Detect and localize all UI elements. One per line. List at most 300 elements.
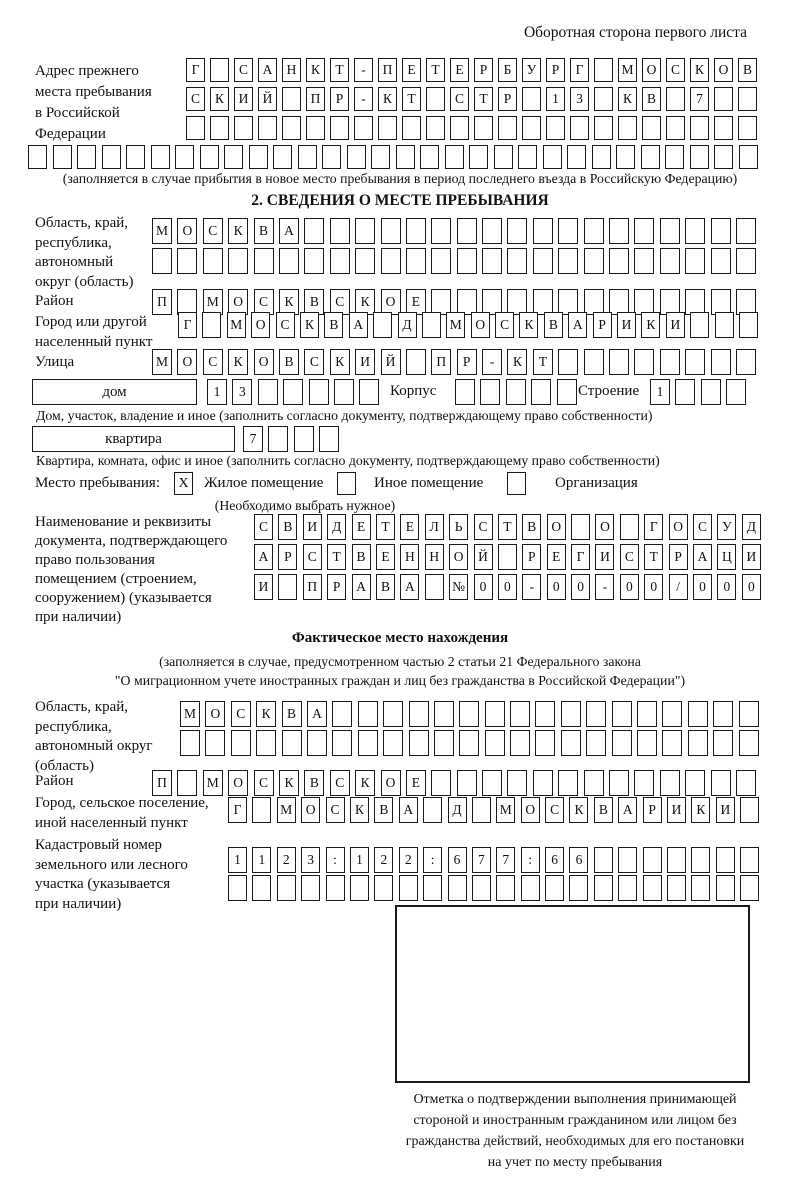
- char-box[interactable]: [202, 312, 221, 338]
- char-box[interactable]: [569, 875, 588, 901]
- char-box[interactable]: [688, 701, 708, 727]
- char-box[interactable]: 7: [243, 426, 263, 452]
- char-box[interactable]: [660, 218, 680, 244]
- char-box[interactable]: [561, 730, 581, 756]
- char-box[interactable]: [714, 145, 733, 169]
- char-box[interactable]: Е: [450, 58, 469, 82]
- char-box[interactable]: С: [545, 797, 564, 823]
- char-box[interactable]: [662, 701, 682, 727]
- char-box[interactable]: [736, 218, 756, 244]
- char-box[interactable]: [420, 145, 439, 169]
- fact-raion-row[interactable]: [152, 770, 756, 796]
- char-box[interactable]: [701, 379, 721, 405]
- char-box[interactable]: К: [355, 289, 375, 315]
- char-box[interactable]: [200, 145, 219, 169]
- char-box[interactable]: [711, 218, 731, 244]
- char-box[interactable]: П: [152, 289, 172, 315]
- char-box[interactable]: Е: [406, 770, 426, 796]
- gorod-row[interactable]: [178, 312, 758, 338]
- char-box[interactable]: А: [568, 312, 587, 338]
- char-box[interactable]: 1: [252, 847, 271, 873]
- char-box[interactable]: [203, 248, 223, 274]
- char-box[interactable]: Г: [186, 58, 205, 82]
- char-box[interactable]: [637, 701, 657, 727]
- char-box[interactable]: [521, 875, 540, 901]
- char-box[interactable]: [620, 514, 639, 540]
- char-box[interactable]: О: [177, 218, 197, 244]
- char-box[interactable]: М: [152, 218, 172, 244]
- char-box[interactable]: [510, 701, 530, 727]
- char-box[interactable]: 6: [545, 847, 564, 873]
- char-box[interactable]: [570, 116, 589, 140]
- char-box[interactable]: 1: [207, 379, 227, 405]
- char-box[interactable]: А: [618, 797, 637, 823]
- char-box[interactable]: 0: [571, 574, 590, 600]
- char-box[interactable]: [406, 349, 426, 375]
- char-box[interactable]: [53, 145, 72, 169]
- char-box[interactable]: [586, 701, 606, 727]
- char-box[interactable]: [716, 847, 735, 873]
- char-box[interactable]: -: [522, 574, 541, 600]
- char-box[interactable]: [423, 875, 442, 901]
- char-box[interactable]: [381, 248, 401, 274]
- char-box[interactable]: [273, 145, 292, 169]
- prev-address-row-2[interactable]: [186, 87, 757, 111]
- char-box[interactable]: [740, 875, 759, 901]
- char-box[interactable]: [618, 116, 637, 140]
- char-box[interactable]: [498, 544, 517, 570]
- char-box[interactable]: [643, 875, 662, 901]
- char-box[interactable]: [406, 248, 426, 274]
- char-box[interactable]: [350, 875, 369, 901]
- char-box[interactable]: [494, 145, 513, 169]
- char-box[interactable]: [482, 248, 502, 274]
- char-box[interactable]: [634, 770, 654, 796]
- char-box[interactable]: Т: [498, 514, 517, 540]
- char-box[interactable]: [546, 116, 565, 140]
- char-box[interactable]: К: [641, 312, 660, 338]
- char-box[interactable]: [618, 875, 637, 901]
- char-box[interactable]: Е: [400, 514, 419, 540]
- char-box[interactable]: [334, 379, 354, 405]
- char-box[interactable]: В: [738, 58, 757, 82]
- char-box[interactable]: [685, 770, 705, 796]
- char-box[interactable]: [450, 116, 469, 140]
- char-box[interactable]: А: [279, 218, 299, 244]
- char-box[interactable]: [210, 116, 229, 140]
- checkbox-zhiloe[interactable]: X: [174, 472, 193, 495]
- char-box[interactable]: [326, 875, 345, 901]
- char-box[interactable]: [431, 218, 451, 244]
- char-box[interactable]: [402, 116, 421, 140]
- char-box[interactable]: Т: [426, 58, 445, 82]
- char-box[interactable]: Д: [742, 514, 761, 540]
- char-box[interactable]: П: [152, 770, 172, 796]
- char-box[interactable]: [690, 312, 709, 338]
- char-box[interactable]: 1: [228, 847, 247, 873]
- char-box[interactable]: О: [228, 770, 248, 796]
- char-box[interactable]: [234, 116, 253, 140]
- char-box[interactable]: [28, 145, 47, 169]
- char-box[interactable]: О: [471, 312, 490, 338]
- char-box[interactable]: Р: [474, 58, 493, 82]
- char-box[interactable]: [177, 248, 197, 274]
- char-box[interactable]: [531, 379, 551, 405]
- char-box[interactable]: [423, 797, 442, 823]
- char-box[interactable]: [690, 116, 709, 140]
- char-box[interactable]: [355, 248, 375, 274]
- char-box[interactable]: О: [228, 289, 248, 315]
- char-box[interactable]: 7: [690, 87, 709, 111]
- char-box[interactable]: [457, 218, 477, 244]
- dom-cells[interactable]: [207, 379, 379, 405]
- char-box[interactable]: Р: [498, 87, 517, 111]
- char-box[interactable]: [642, 116, 661, 140]
- char-box[interactable]: Р: [330, 87, 349, 111]
- prev-address-row-1[interactable]: [186, 58, 757, 82]
- char-box[interactable]: К: [690, 58, 709, 82]
- char-box[interactable]: К: [569, 797, 588, 823]
- char-box[interactable]: Е: [376, 544, 395, 570]
- char-box[interactable]: [282, 730, 302, 756]
- char-box[interactable]: М: [277, 797, 296, 823]
- char-box[interactable]: [571, 514, 590, 540]
- char-box[interactable]: С: [693, 514, 712, 540]
- char-box[interactable]: М: [203, 289, 223, 315]
- char-box[interactable]: Й: [474, 544, 493, 570]
- char-box[interactable]: [422, 312, 441, 338]
- char-box[interactable]: [691, 875, 710, 901]
- char-box[interactable]: 1: [350, 847, 369, 873]
- char-box[interactable]: [665, 145, 684, 169]
- char-box[interactable]: А: [349, 312, 368, 338]
- char-box[interactable]: 0: [620, 574, 639, 600]
- char-box[interactable]: [381, 218, 401, 244]
- char-box[interactable]: [715, 312, 734, 338]
- char-box[interactable]: [714, 87, 733, 111]
- char-box[interactable]: [459, 701, 479, 727]
- char-box[interactable]: Н: [282, 58, 301, 82]
- char-box[interactable]: О: [714, 58, 733, 82]
- char-box[interactable]: [228, 248, 248, 274]
- char-box[interactable]: Т: [533, 349, 553, 375]
- char-box[interactable]: [522, 87, 541, 111]
- char-box[interactable]: [612, 730, 632, 756]
- char-box[interactable]: [469, 145, 488, 169]
- char-box[interactable]: [594, 875, 613, 901]
- char-box[interactable]: [309, 379, 329, 405]
- char-box[interactable]: К: [355, 770, 375, 796]
- char-box[interactable]: С: [254, 770, 274, 796]
- ulitsa-row[interactable]: [152, 349, 756, 375]
- char-box[interactable]: [558, 770, 578, 796]
- char-box[interactable]: [739, 145, 758, 169]
- char-box[interactable]: С: [276, 312, 295, 338]
- char-box[interactable]: [543, 145, 562, 169]
- char-box[interactable]: [279, 248, 299, 274]
- char-box[interactable]: [252, 797, 271, 823]
- char-box[interactable]: [594, 847, 613, 873]
- char-box[interactable]: [641, 145, 660, 169]
- char-box[interactable]: Н: [425, 544, 444, 570]
- char-box[interactable]: [660, 770, 680, 796]
- char-box[interactable]: Т: [402, 87, 421, 111]
- char-box[interactable]: [634, 248, 654, 274]
- char-box[interactable]: [102, 145, 121, 169]
- char-box[interactable]: [180, 730, 200, 756]
- char-box[interactable]: [535, 730, 555, 756]
- char-box[interactable]: [254, 248, 274, 274]
- char-box[interactable]: [347, 145, 366, 169]
- fact-oblast-row-1[interactable]: [180, 701, 759, 727]
- char-box[interactable]: [662, 730, 682, 756]
- char-box[interactable]: [739, 701, 759, 727]
- char-box[interactable]: Р: [278, 544, 297, 570]
- char-box[interactable]: Ь: [449, 514, 468, 540]
- char-box[interactable]: Р: [522, 544, 541, 570]
- char-box[interactable]: А: [399, 797, 418, 823]
- char-box[interactable]: К: [350, 797, 369, 823]
- char-box[interactable]: Ц: [717, 544, 736, 570]
- char-box[interactable]: [616, 145, 635, 169]
- char-box[interactable]: [561, 701, 581, 727]
- char-box[interactable]: [371, 145, 390, 169]
- char-box[interactable]: [277, 875, 296, 901]
- char-box[interactable]: [690, 145, 709, 169]
- char-box[interactable]: [406, 218, 426, 244]
- char-box[interactable]: [584, 349, 604, 375]
- char-box[interactable]: [557, 379, 577, 405]
- char-box[interactable]: [522, 116, 541, 140]
- char-box[interactable]: -: [482, 349, 502, 375]
- char-box[interactable]: К: [519, 312, 538, 338]
- char-box[interactable]: И: [303, 514, 322, 540]
- char-box[interactable]: [330, 218, 350, 244]
- char-box[interactable]: М: [152, 349, 172, 375]
- char-box[interactable]: [485, 730, 505, 756]
- char-box[interactable]: Е: [352, 514, 371, 540]
- char-box[interactable]: [736, 248, 756, 274]
- char-box[interactable]: [332, 701, 352, 727]
- char-box[interactable]: О: [521, 797, 540, 823]
- char-box[interactable]: [637, 730, 657, 756]
- char-box[interactable]: [383, 730, 403, 756]
- char-box[interactable]: [151, 145, 170, 169]
- char-box[interactable]: А: [258, 58, 277, 82]
- char-box[interactable]: [426, 87, 445, 111]
- char-box[interactable]: [498, 116, 517, 140]
- char-box[interactable]: 3: [232, 379, 252, 405]
- char-box[interactable]: [660, 248, 680, 274]
- char-box[interactable]: [496, 875, 515, 901]
- char-box[interactable]: [507, 218, 527, 244]
- char-box[interactable]: [660, 349, 680, 375]
- char-box[interactable]: Р: [327, 574, 346, 600]
- char-box[interactable]: [409, 701, 429, 727]
- char-box[interactable]: [518, 145, 537, 169]
- document-row-1[interactable]: [254, 514, 761, 540]
- char-box[interactable]: Т: [376, 514, 395, 540]
- char-box[interactable]: Й: [258, 87, 277, 111]
- char-box[interactable]: В: [254, 218, 274, 244]
- char-box[interactable]: [228, 875, 247, 901]
- checkbox-inoe[interactable]: [337, 472, 356, 495]
- char-box[interactable]: [584, 248, 604, 274]
- char-box[interactable]: С: [495, 312, 514, 338]
- char-box[interactable]: П: [303, 574, 322, 600]
- oblast-row-2[interactable]: [152, 248, 756, 274]
- char-box[interactable]: [609, 248, 629, 274]
- char-box[interactable]: [205, 730, 225, 756]
- char-box[interactable]: О: [177, 349, 197, 375]
- char-box[interactable]: [609, 218, 629, 244]
- char-box[interactable]: №: [449, 574, 468, 600]
- char-box[interactable]: О: [669, 514, 688, 540]
- char-box[interactable]: [152, 248, 172, 274]
- char-box[interactable]: В: [522, 514, 541, 540]
- char-box[interactable]: К: [330, 349, 350, 375]
- char-box[interactable]: В: [352, 544, 371, 570]
- prev-address-row-4[interactable]: [28, 145, 758, 169]
- char-box[interactable]: 0: [717, 574, 736, 600]
- char-box[interactable]: [378, 116, 397, 140]
- char-box[interactable]: Р: [593, 312, 612, 338]
- char-box[interactable]: К: [507, 349, 527, 375]
- char-box[interactable]: [618, 847, 637, 873]
- char-box[interactable]: Р: [669, 544, 688, 570]
- char-box[interactable]: 2: [374, 847, 393, 873]
- char-box[interactable]: С: [620, 544, 639, 570]
- char-box[interactable]: С: [203, 349, 223, 375]
- char-box[interactable]: [711, 248, 731, 274]
- char-box[interactable]: [533, 770, 553, 796]
- char-box[interactable]: [567, 145, 586, 169]
- char-box[interactable]: А: [254, 544, 273, 570]
- char-box[interactable]: [558, 349, 578, 375]
- char-box[interactable]: К: [300, 312, 319, 338]
- char-box[interactable]: [354, 116, 373, 140]
- char-box[interactable]: И: [666, 312, 685, 338]
- char-box[interactable]: [472, 875, 491, 901]
- char-box[interactable]: [634, 218, 654, 244]
- char-box[interactable]: 7: [472, 847, 491, 873]
- char-box[interactable]: Г: [571, 544, 590, 570]
- char-box[interactable]: 2: [399, 847, 418, 873]
- char-box[interactable]: С: [326, 797, 345, 823]
- char-box[interactable]: [258, 116, 277, 140]
- char-box[interactable]: К: [256, 701, 276, 727]
- char-box[interactable]: [716, 875, 735, 901]
- char-box[interactable]: [535, 701, 555, 727]
- char-box[interactable]: [714, 116, 733, 140]
- char-box[interactable]: К: [279, 770, 299, 796]
- char-box[interactable]: [685, 248, 705, 274]
- char-box[interactable]: [685, 349, 705, 375]
- char-box[interactable]: Д: [398, 312, 417, 338]
- char-box[interactable]: С: [474, 514, 493, 540]
- char-box[interactable]: [373, 312, 392, 338]
- char-box[interactable]: [319, 426, 339, 452]
- kadastr-row-2[interactable]: [228, 875, 759, 901]
- char-box[interactable]: Е: [402, 58, 421, 82]
- char-box[interactable]: В: [304, 289, 324, 315]
- char-box[interactable]: В: [279, 349, 299, 375]
- char-box[interactable]: А: [693, 544, 712, 570]
- char-box[interactable]: [409, 730, 429, 756]
- char-box[interactable]: В: [304, 770, 324, 796]
- char-box[interactable]: [594, 116, 613, 140]
- char-box[interactable]: [584, 218, 604, 244]
- stroenie-cells[interactable]: [650, 379, 746, 405]
- document-row-2[interactable]: [254, 544, 761, 570]
- char-box[interactable]: [457, 770, 477, 796]
- char-box[interactable]: [510, 730, 530, 756]
- char-box[interactable]: [691, 847, 710, 873]
- char-box[interactable]: А: [352, 574, 371, 600]
- char-box[interactable]: М: [496, 797, 515, 823]
- char-box[interactable]: 1: [546, 87, 565, 111]
- char-box[interactable]: С: [330, 770, 350, 796]
- char-box[interactable]: [258, 379, 278, 405]
- oblast-row-1[interactable]: [152, 218, 756, 244]
- char-box[interactable]: [304, 248, 324, 274]
- char-box[interactable]: -: [354, 87, 373, 111]
- char-box[interactable]: [306, 116, 325, 140]
- char-box[interactable]: [294, 426, 314, 452]
- char-box[interactable]: 3: [301, 847, 320, 873]
- char-box[interactable]: [482, 770, 502, 796]
- char-box[interactable]: М: [618, 58, 637, 82]
- char-box[interactable]: 1: [650, 379, 670, 405]
- char-box[interactable]: [594, 87, 613, 111]
- char-box[interactable]: Г: [570, 58, 589, 82]
- char-box[interactable]: [126, 145, 145, 169]
- prev-address-row-3[interactable]: [186, 116, 757, 140]
- char-box[interactable]: [713, 730, 733, 756]
- char-box[interactable]: Е: [547, 544, 566, 570]
- char-box[interactable]: У: [717, 514, 736, 540]
- fact-gorod-row[interactable]: [228, 797, 759, 823]
- char-box[interactable]: 0: [693, 574, 712, 600]
- char-box[interactable]: [307, 730, 327, 756]
- char-box[interactable]: 0: [742, 574, 761, 600]
- char-box[interactable]: [507, 248, 527, 274]
- char-box[interactable]: В: [594, 797, 613, 823]
- char-box[interactable]: О: [595, 514, 614, 540]
- char-box[interactable]: К: [691, 797, 710, 823]
- char-box[interactable]: И: [595, 544, 614, 570]
- char-box[interactable]: Г: [178, 312, 197, 338]
- char-box[interactable]: [738, 116, 757, 140]
- char-box[interactable]: [533, 248, 553, 274]
- char-box[interactable]: И: [617, 312, 636, 338]
- char-box[interactable]: :: [326, 847, 345, 873]
- char-box[interactable]: Д: [448, 797, 467, 823]
- char-box[interactable]: К: [306, 58, 325, 82]
- char-box[interactable]: [445, 145, 464, 169]
- char-box[interactable]: [282, 116, 301, 140]
- char-box[interactable]: Й: [381, 349, 401, 375]
- char-box[interactable]: О: [251, 312, 270, 338]
- char-box[interactable]: М: [446, 312, 465, 338]
- char-box[interactable]: [740, 847, 759, 873]
- kadastr-row-1[interactable]: [228, 847, 759, 873]
- kvartira-box[interactable]: квартира: [32, 426, 235, 452]
- char-box[interactable]: Т: [327, 544, 346, 570]
- char-box[interactable]: 7: [496, 847, 515, 873]
- char-box[interactable]: Т: [474, 87, 493, 111]
- char-box[interactable]: [459, 730, 479, 756]
